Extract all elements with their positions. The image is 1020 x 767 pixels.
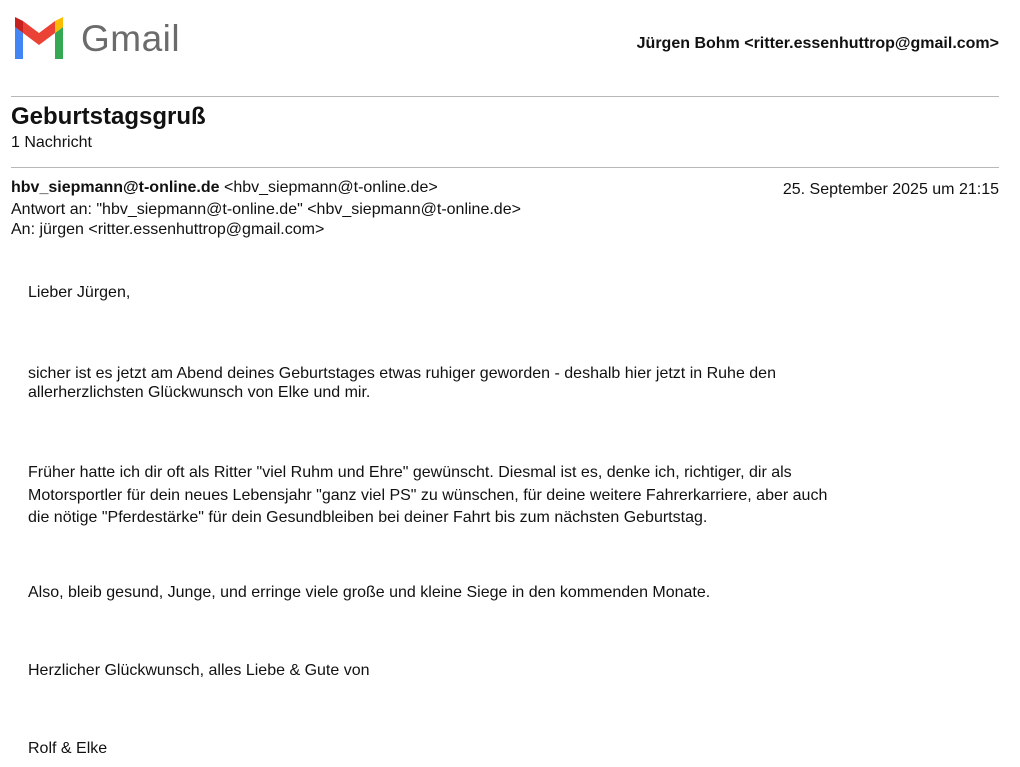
- body-closing: Herzlicher Glückwunsch, alles Liebe & Gute von: [28, 662, 370, 679]
- sender-line: [11, 178, 438, 198]
- body-paragraph-1-line-1: sicher ist es jetzt am Abend deines Geburtstages etwas ruhiger geworden - deshalb hier jetzt in Ruhe den: [28, 365, 776, 382]
- body-paragraph-3: Also, bleib gesund, Junge, und erringe viele große und kleine Siege in den kommenden Monate.: [28, 584, 711, 601]
- sender-address: <hbv_siepmann@t-online.de>: [223, 179, 438, 196]
- message-count: 1 Nachricht: [11, 134, 92, 151]
- gmail-logo-icon: [11, 17, 67, 59]
- thread-divider: [11, 167, 999, 168]
- body-paragraph-2-line-2: Motorsportler für dein neues Lebensjahr "ganz viel PS" zu wünschen, für deine weitere Fahrerkarriere, aber auch: [28, 487, 828, 504]
- recipient-line: An: jürgen <ritter.essenhuttrop@gmail.com>: [11, 221, 325, 238]
- body-signature: Rolf & Elke: [28, 740, 108, 757]
- message-date: 25. September 2025 um 21:15: [782, 181, 999, 198]
- account-identity: Jürgen Bohm <ritter.essenhuttrop@gmail.com>: [636, 35, 999, 52]
- body-paragraph-1-line-2: allerherzlichsten Glückwunsch von Elke und mir.: [28, 384, 371, 401]
- gmail-wordmark: Gmail: [81, 18, 181, 59]
- sender-name: hbv_siepmann@t-online.de: [11, 179, 220, 196]
- header-divider: [11, 96, 999, 97]
- body-paragraph-2-line-3: die nötige "Pferdestärke" für dein Gesundbleiben bei deiner Fahrt bis zum nächsten Geburtstag.: [28, 509, 708, 526]
- thread-subject: Geburtstagsgruß: [11, 103, 206, 130]
- body-paragraph-2-line-1: Früher hatte ich dir oft als Ritter "viel Ruhm und Ehre" gewünscht. Diesmal ist es, denke ich, richtiger, dir als: [28, 464, 792, 481]
- reply-to-line: Antwort an: "hbv_siepmann@t-online.de" <hbv_siepmann@t-online.de>: [11, 201, 521, 218]
- body-greeting: Lieber Jürgen,: [28, 284, 131, 301]
